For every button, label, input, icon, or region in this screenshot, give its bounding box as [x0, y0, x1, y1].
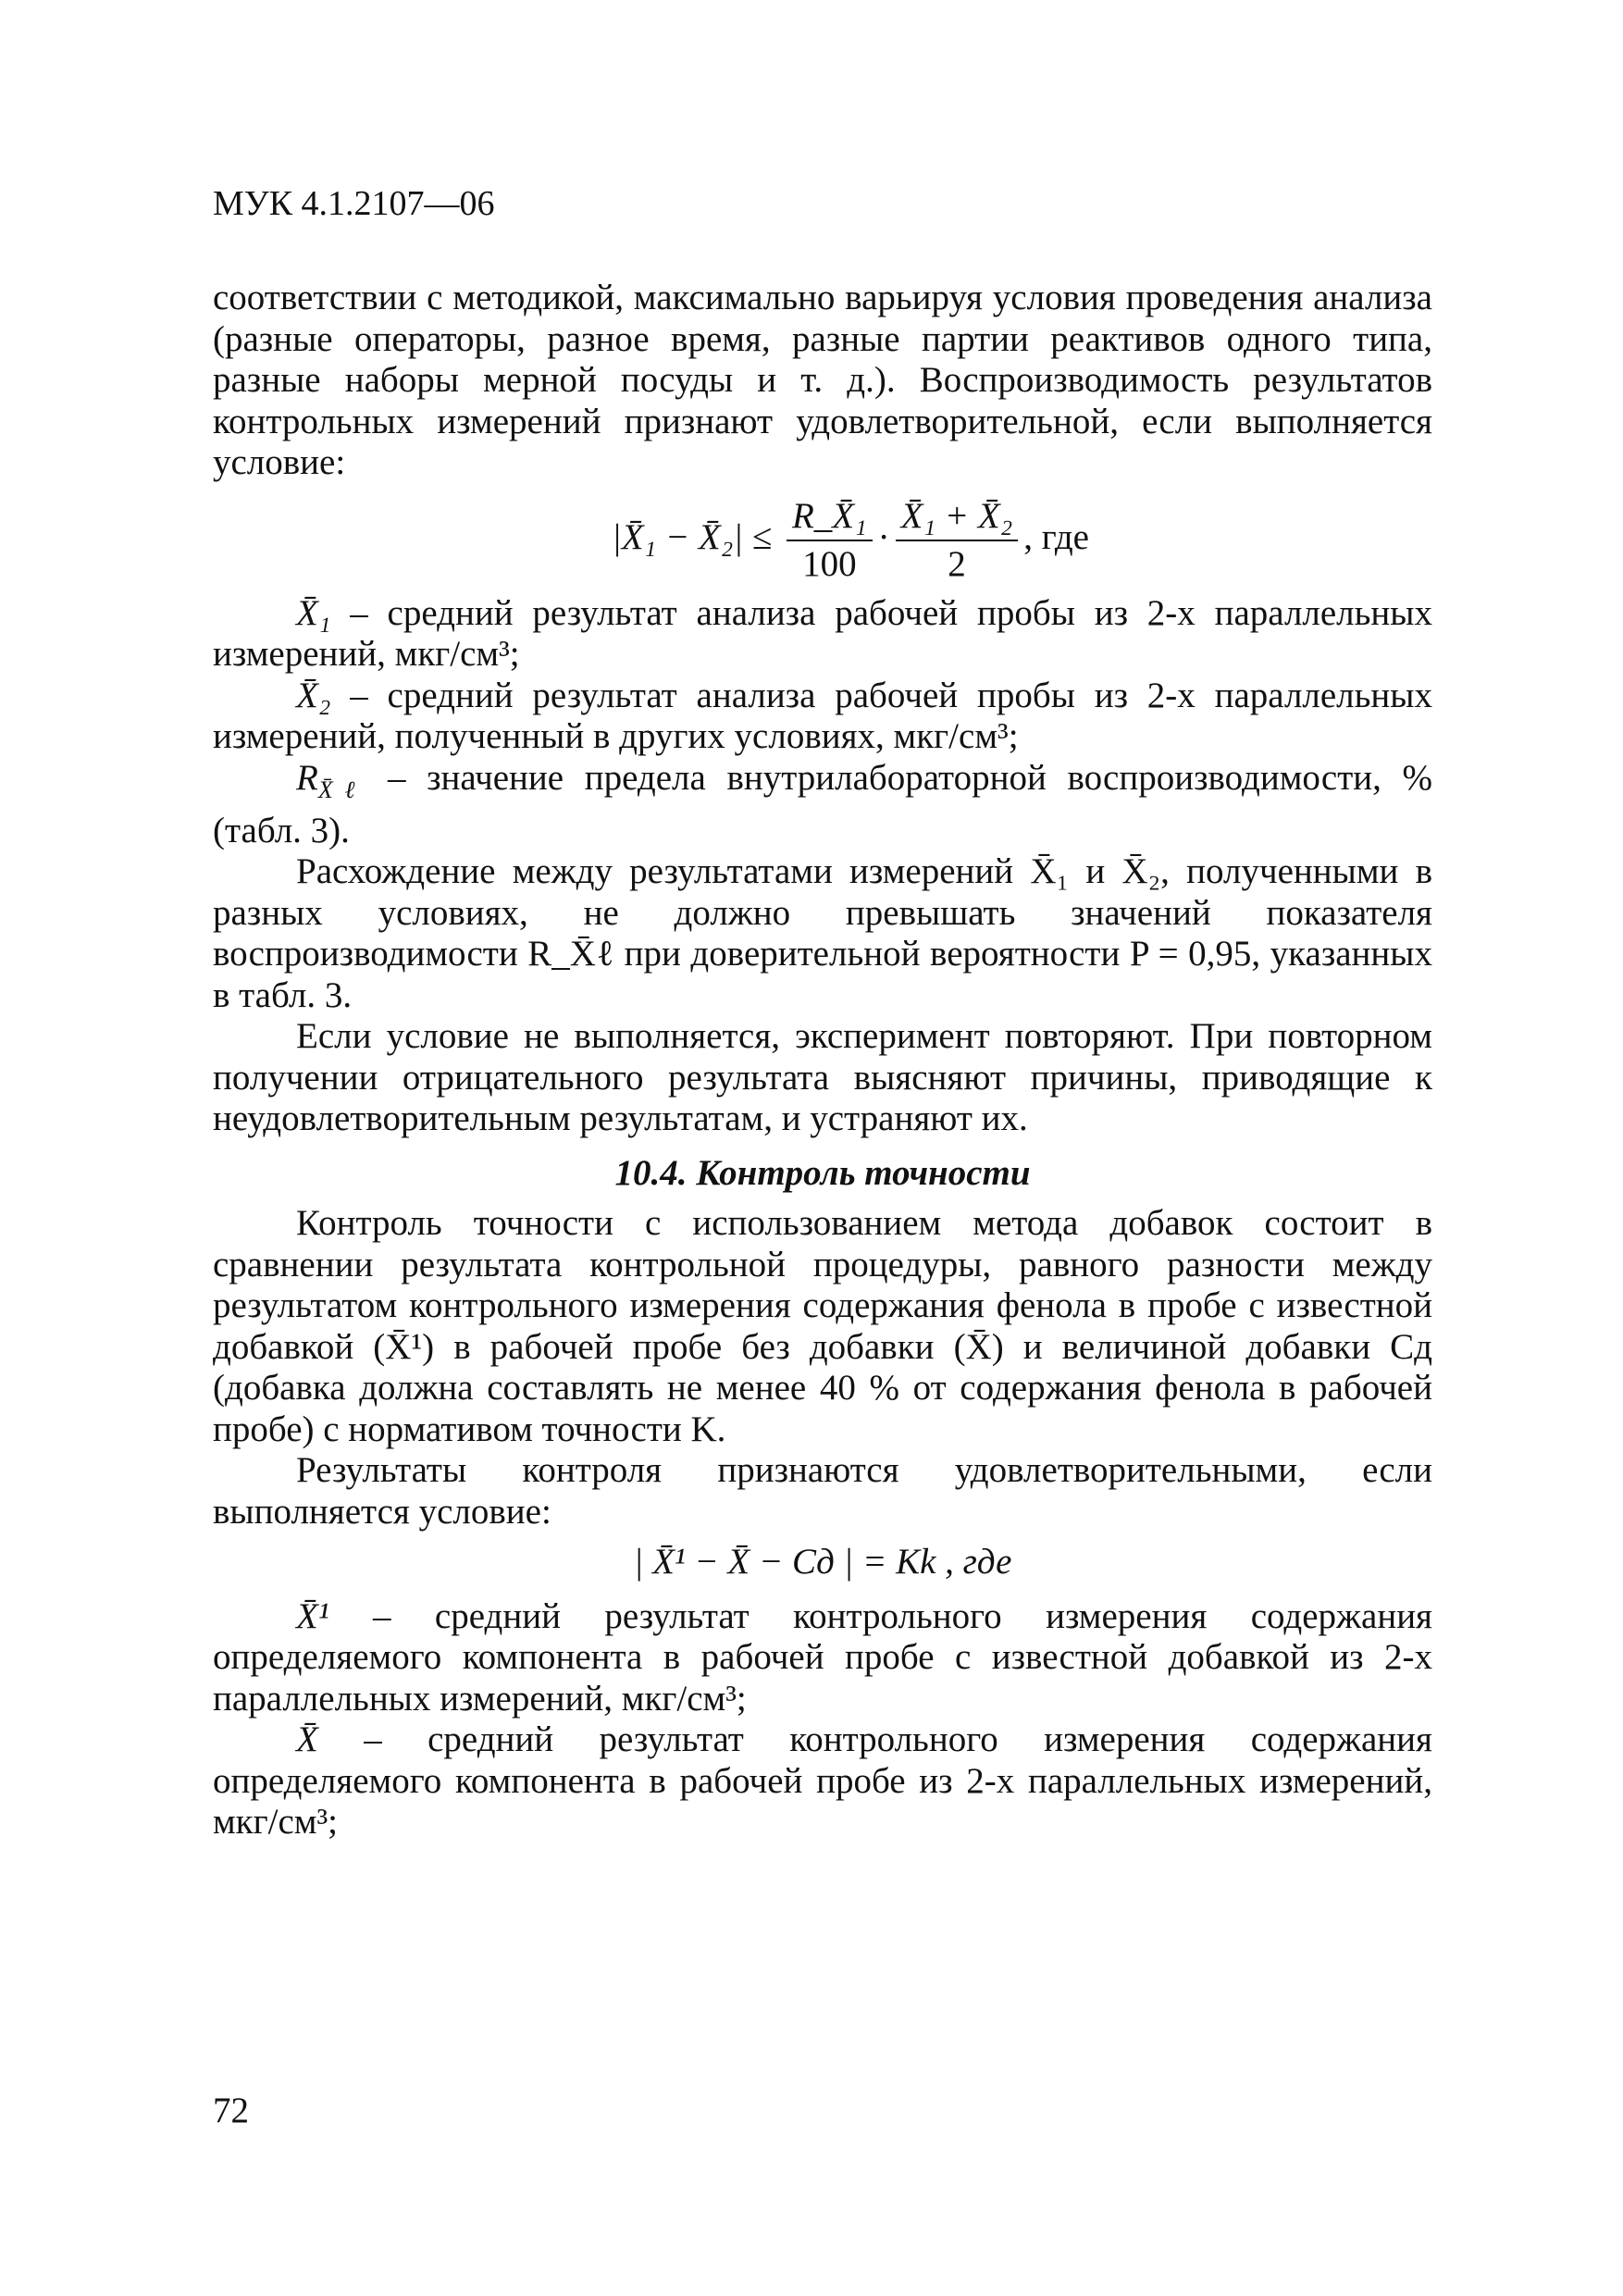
fraction: $\frac{\text{R\_X̄₁}}{100}$ [787, 493, 873, 588]
paragraph: Результаты контроля признаются удовлетворительными, если выполняется условие: [213, 1450, 1432, 1532]
paragraph: Если условие не выполняется, эксперимент повторяют. При повторном получении отрицательного результата выясняют причины, приводящие к неудовлетворительным результатам, и устраняют их. [213, 1016, 1432, 1139]
document-body [213, 278, 1432, 1843]
paragraph: Контроль точности с использованием метода добавок состоит в сравнении результата контрольной процедуры, равного разности между результатом контрольного измерения содержания фенола в пробе с известной добавкой (X̄¹) в рабочей пробе без добавки (X̄) и величиной добавки Cд (добавка должна составлять не менее 40 % от содержания фенола в рабочей пробе) с нормативом точности K. [213, 1203, 1432, 1449]
paragraph: Расхождение между результатами измерений X̄₁ и X̄₂, полученными в разных условиях, не должно превышать значений показателя воспроизводимости R_X̄ℓ при доверительной вероятности P = 0,95, указанных в табл. 3. [213, 851, 1432, 1015]
definition-x2: X̄₂ – средний результат анализа рабочей пробы из 2-х параллельных измерений, полученный в других условиях, мкг/см³; [213, 675, 1433, 756]
definition-r: $R_{X̄\ell}$ – значение предела внутрилабораторной воспроизводимости, % (табл. 3). [213, 757, 1433, 850]
definition-x: X̄ – средний результат контрольного измерения содержания определяемого компонента в рабочей пробе из 2-х параллельных измерений, мкг/см³; [213, 1719, 1432, 1843]
definition-x1: X̄₁ – средний результат анализа рабочей пробы из 2-х параллельных измерений, мкг/см³; [213, 592, 1433, 674]
fraction: $\frac{\text{X̄₁ + X̄₂}}{2}$ [896, 493, 1019, 588]
page-header: МУК 4.1.2107—06 [213, 184, 495, 223]
formula-accuracy: | X̄¹ − X̄ − Cд | = Kk , где [633, 1542, 1012, 1582]
paragraph: соответствии с методикой, максимально варьируя условия проведения анализа (разные операторы, разное время, разные партии реактивов одного типа, разные наборы мерной посуды и т. д.). Воспроизводимость результатов контрольных измерений признают удовлетворительной, если выполняется условие: [213, 278, 1432, 482]
definition-x1-added: X̄¹ – средний результат контрольного измерения содержания определяемого компонента в рабочей пробе с известной добавкой из 2-х параллельных измерений, мкг/см³; [213, 1595, 1432, 1719]
section-title: 10.4. Контроль точности [614, 1152, 1031, 1193]
page-number: 72 [213, 2091, 249, 2130]
formula-reproducibility: |X̄₁ − X̄₂| ≤ $\frac{\text{R\_X̄₁}}{100}$ · $\frac{\text{X̄₁ + X̄₂}}{2}$ , где [268, 493, 1432, 588]
formula-text: |X̄₁ − X̄₂| ≤ [612, 516, 773, 557]
